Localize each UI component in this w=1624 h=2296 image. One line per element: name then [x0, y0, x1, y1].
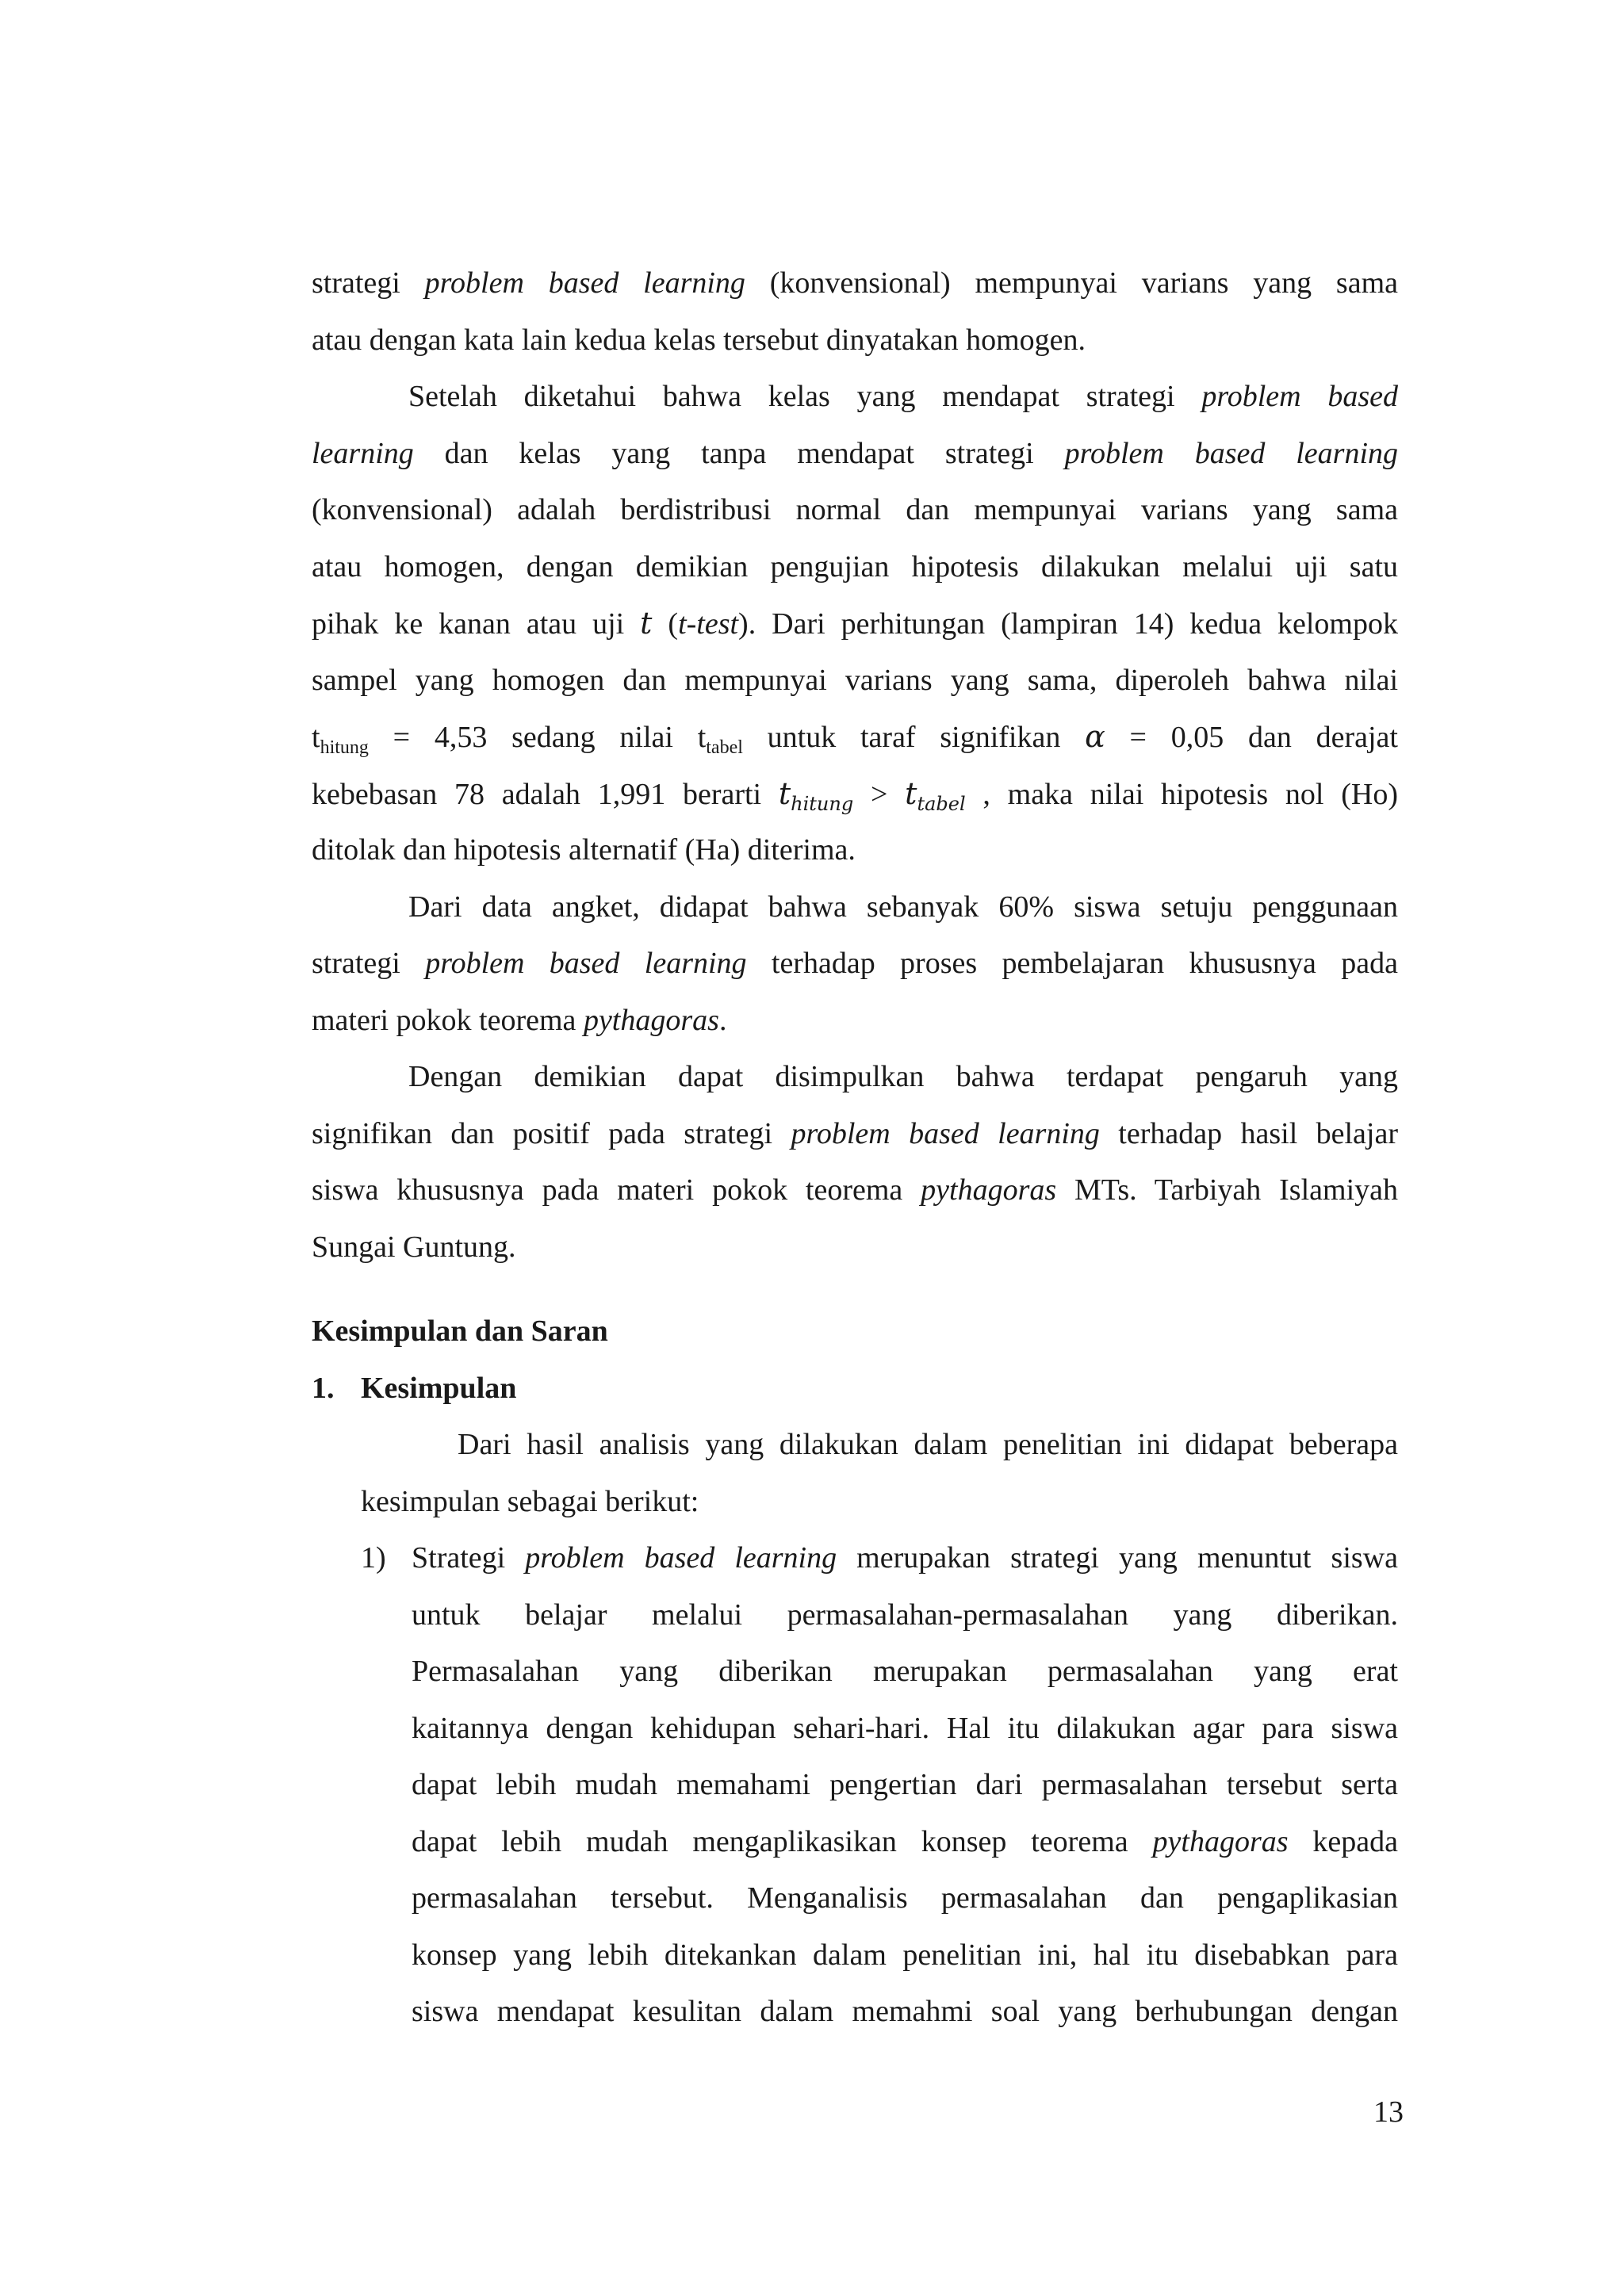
- text-line: kaitannya dengan kehidupan sehari-hari. Hal itu dilakukan agar para siswa: [412, 1711, 1398, 1745]
- text-line: untuk belajar melalui permasalahan-permasalahan yang diberikan.: [412, 1598, 1398, 1632]
- item-number: 1): [361, 1541, 386, 1575]
- text-line: permasalahan tersebut. Menganalisis permasalahan dan pengaplikasian: [412, 1881, 1398, 1915]
- text-line: dapat lebih mudah memahami pengertian dari permasalahan tersebut serta: [412, 1768, 1398, 1801]
- text-run: .: [718, 1003, 727, 1037]
- italic-term: problem based learning: [1064, 436, 1398, 470]
- spacer: [312, 1276, 1398, 1303]
- text-line: [312, 1106, 1398, 1163]
- text-run: terhadap hasil belajar: [1099, 1116, 1399, 1150]
- italic-term: learning: [312, 436, 414, 470]
- text-run: siswa khususnya pada materi pokok teorema: [312, 1173, 921, 1207]
- text-line: kesimpulan sebagai berikut:: [361, 1484, 699, 1518]
- text-line: (konvensional) adalah berdistribusi normal dan mempunyai varians yang sama: [312, 493, 1398, 526]
- math-variable: t: [905, 775, 917, 811]
- text-line: [312, 1814, 1398, 1871]
- italic-term: problem based: [1201, 380, 1398, 413]
- italic-term: pythagoras: [921, 1173, 1057, 1207]
- paragraph-continuation: [312, 255, 1398, 369]
- math-variable: t: [640, 606, 653, 641]
- text-run: = 4,53 sedang nilai t: [368, 721, 707, 754]
- subscript: tabel: [917, 792, 966, 815]
- text-run: signifikan dan positif pada strategi: [312, 1116, 791, 1150]
- paragraph-hypothesis-test: [312, 369, 1398, 879]
- text-line: [312, 369, 1398, 426]
- text-run: materi pokok teorema: [312, 1003, 584, 1037]
- text-run: ). Dari perhitungan (lampiran 14) kedua kelompok: [738, 607, 1398, 641]
- text-line: [312, 1162, 1398, 1219]
- conclusion-item-1: [312, 1530, 1398, 2041]
- text-run: , maka nilai hipotesis nol (Ho): [965, 777, 1398, 811]
- text-line: [312, 426, 1398, 483]
- text-line: Sungai Guntung.: [312, 1230, 516, 1264]
- text-line: Dari data angket, didapat bahwa sebanyak 60% siswa setuju penggunaan: [408, 890, 1398, 924]
- text-line: [312, 595, 1398, 652]
- text-run: kebebasan 78 adalah 1,991 berarti: [312, 777, 779, 811]
- alpha-symbol: α: [1085, 719, 1105, 754]
- paragraph-questionnaire: [312, 879, 1398, 1050]
- text-run: dan kelas yang tanpa mendapat strategi: [413, 436, 1065, 470]
- text-line: konsep yang lebih ditekankan dalam penelitian ini, hal itu disebabkan para: [412, 1938, 1398, 1972]
- text-line: [312, 766, 1398, 823]
- greater-than-symbol: >: [853, 777, 906, 811]
- subsection-title: Kesimpulan: [361, 1371, 517, 1405]
- conclusion-intro: [312, 1417, 1398, 1530]
- text-line: atau homogen, dengan demikian pengujian hipotesis dilakukan melalui uji satu: [312, 549, 1398, 584]
- text-run: (konvensional) mempunyai varians yang sama: [745, 266, 1398, 300]
- text-line: [312, 1530, 1398, 1587]
- text-run: dapat lebih mudah mengaplikasikan konsep teorema: [412, 1824, 1153, 1858]
- text-line: atau dengan kata lain kedua kelas tersebut dinyatakan homogen.: [312, 323, 1086, 357]
- math-variable: t: [778, 775, 791, 811]
- text-run: = 0,05 dan derajat: [1105, 721, 1398, 754]
- italic-term: problem based learning: [424, 266, 745, 300]
- text-run: pihak ke kanan atau uji: [312, 607, 641, 641]
- text-line: Dengan demikian dapat disimpulkan bahwa terdapat pengaruh yang: [408, 1060, 1398, 1093]
- text-run: (: [652, 607, 679, 641]
- text-run: terhadap proses pembelajaran khususnya pada: [746, 947, 1398, 980]
- text-run: Setelah diketahui bahwa kelas yang mendapat strategi: [408, 380, 1202, 413]
- italic-term: pythagoras: [583, 1003, 719, 1037]
- text-line: [312, 936, 1398, 993]
- text-run: merupakan strategi yang menuntut siswa: [837, 1541, 1398, 1575]
- text-run: Strategi: [412, 1541, 526, 1575]
- subscript: hitung: [320, 737, 369, 758]
- text-run: strategi: [312, 266, 425, 300]
- subscript: hitung: [791, 792, 854, 815]
- text-run: strategi: [312, 947, 426, 980]
- text-run: untuk taraf signifikan: [742, 721, 1086, 754]
- text-run: kepada: [1288, 1824, 1398, 1858]
- paragraph-conclusion-statement: [312, 1049, 1398, 1276]
- text-line: [312, 709, 1398, 766]
- italic-term: problem based learning: [791, 1116, 1100, 1150]
- page-content: [312, 255, 1398, 2041]
- subsection-number: 1.: [312, 1371, 335, 1405]
- page-number: 13: [1373, 2095, 1404, 2129]
- text-line: sampel yang homogen dan mempunyai varians yang sama, diperoleh bahwa nilai: [312, 663, 1398, 697]
- italic-term: problem based learning: [525, 1541, 837, 1575]
- text-line: [312, 255, 1398, 312]
- t-hitung-symbol: t: [312, 721, 320, 754]
- text-line: Permasalahan yang diberikan merupakan permasalahan yang erat: [412, 1655, 1398, 1688]
- text-line: ditolak dan hipotesis alternatif (Ha) diterima.: [312, 833, 856, 867]
- subscript: tabel: [706, 737, 743, 758]
- italic-term: t-test: [678, 607, 739, 641]
- text-run: MTs. Tarbiyah Islamiyah: [1056, 1173, 1398, 1207]
- section-heading: Kesimpulan dan Saran: [312, 1314, 608, 1348]
- italic-term: problem based learning: [425, 947, 747, 980]
- text-line: Dari hasil analisis yang dilakukan dalam penelitian ini didapat beberapa: [458, 1428, 1398, 1461]
- subsection-heading: [312, 1360, 1398, 1418]
- text-line: siswa mendapat kesulitan dalam memahmi soal yang berhubungan dengan: [412, 1995, 1398, 2028]
- italic-term: pythagoras: [1152, 1824, 1289, 1858]
- text-line: [312, 993, 1398, 1050]
